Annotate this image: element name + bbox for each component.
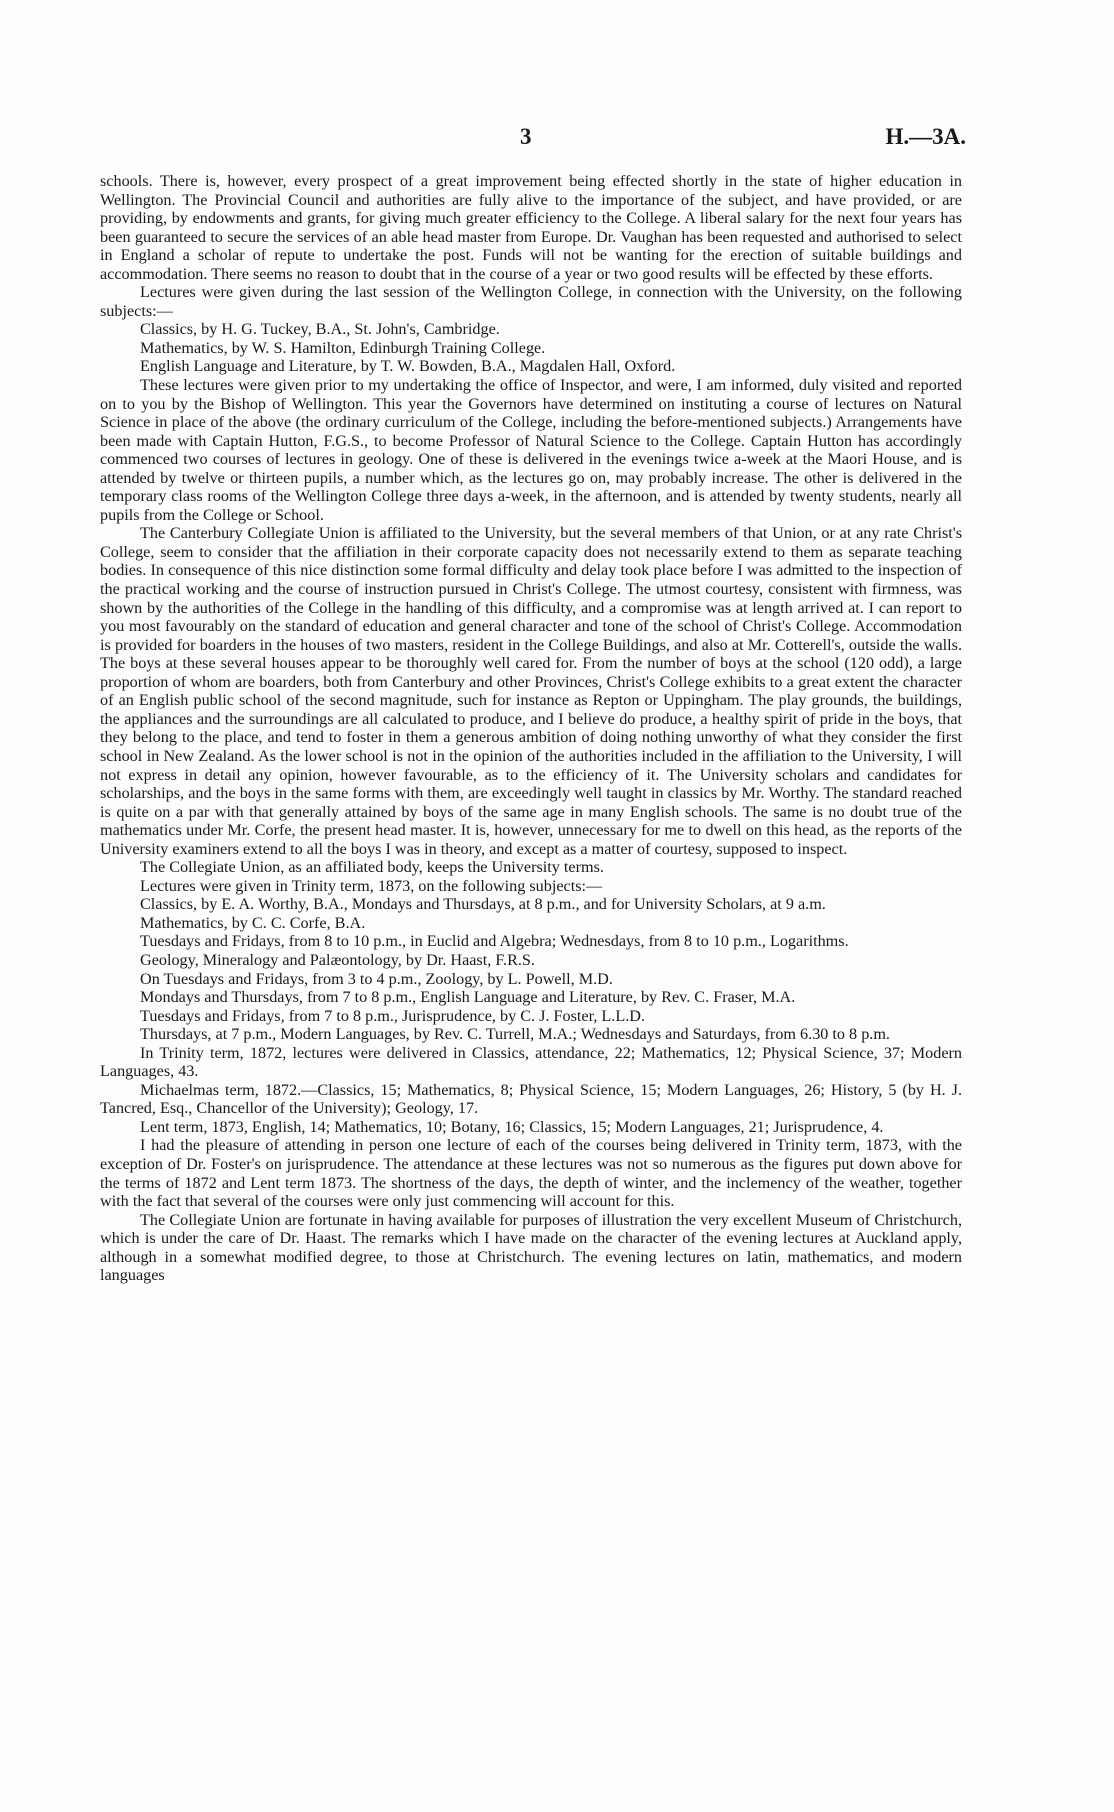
- lecture-geology: Geology, Mineralogy and Palæontology, by Dr. Haast, F.R.S.: [140, 950, 535, 969]
- paragraph-22: The Collegiate Union are fortunate in having available for purposes of illustration the very excellent Museum of Christchurch, which is under the care of Dr. Haast. The remarks which I have made on the character of the evening lectures at Auckland apply, although in a somewhat modified degree, to those at Christchurch. The evening lectures on latin, mathematics, and modern languages: [100, 1210, 962, 1285]
- lecture-jurisprudence: Tuesdays and Fridays, from 7 to 8 p.m., Jurisprudence, by C. J. Foster, L.L.D.: [140, 1006, 646, 1025]
- page-header: [100, 124, 966, 154]
- lecture-mathematics-schedule: Tuesdays and Fridays, from 8 to 10 p.m., in Euclid and Algebra; Wednesdays, from 8 to 10 p.m., Logarithms.: [140, 932, 849, 951]
- lecture-item-classics: Classics, by H. G. Tuckey, B.A., St. John's, Cambridge.: [140, 320, 500, 339]
- attendance-michaelmas-1872: Michaelmas term, 1872.—Classics, 15; Mathematics, 8; Physical Science, 15; Modern Languages, 26; History, 5 (by H. J. Tancred, Esq., Chancellor of the University); Geology, 17.: [100, 1080, 962, 1118]
- paragraph-9: Lectures were given in Trinity term, 1873, on the following subjects:—: [140, 876, 603, 895]
- page-number: 3: [520, 124, 532, 149]
- attendance-trinity-1872: In Trinity term, 1872, lectures were delivered in Classics, attendance, 22; Mathematics, 12; Physical Science, 37; Modern Languages, 43.: [100, 1043, 962, 1081]
- paragraph-21: I had the pleasure of attending in person one lecture of each of the courses being delivered in Trinity term, 1873, with the exception of Dr. Foster's on jurisprudence. The attendance at these lectures was not so numerous as the figures put down above for the terms of 1872 and Lent term 1873. The shortness of the days, the depth of winter, and the inclemency of the weather, together with the fact that several of the courses were only just commencing will account for this.: [100, 1136, 962, 1211]
- lecture-classics: Classics, by E. A. Worthy, B.A., Mondays and Thursdays, at 8 p.m., and for University Scholars, at 9 a.m.: [140, 895, 826, 914]
- paragraph-7: The Canterbury Collegiate Union is affiliated to the University, but the several members of that Union, or at any rate Christ's College, seem to consider that the affiliation in their corporate capacity does not necessarily extend to them as separate teaching bodies. In consequence of this nice distinction some formal difficulty and delay took place before I was admitted to the inspection of the practical working and the course of instruction pursued in Christ's College. The utmost courtesy, consistent with firmness, was shown by the authorities of the College in the handling of this difficulty, and a compromise was at length arrived at. I can report to you most favourably on the standard of education and general character and tone of the school of Christ's College. Accommodation is provided for boarders in the houses of two masters, resident in the College Buildings, and also at Mr. Cotterell's, outside the walls. The boys at these several houses appear to be thoroughly well cared for. From the number of boys at the school (120 odd), a large proportion of whom are boarders, both from Canterbury and other Provinces, Christ's College exhibits to a great extent the character of an English public school of the second magnitude, such for instance as Repton or Uppingham. The play grounds, the buildings, the appliances and the surroundings are all calculated to produce, and I believe do produce, a healthy spirit of pride in the boys, that they belong to the place, and tend to foster in them a generous ambition of doing nothing unworthy of what they consider the first school in New Zealand. As the lower school is not in the opinion of the authorities included in the affiliation to the University, I will not express in detail any opinion, however favourable, as to the efficiency of it. The University scholars and candidates for scholarships, and the boys in the same forms with them, are exceedingly well taught in classics by Mr. Worthy. The standard reached is quite on a par with that generally attained by boys of the same age in many English schools. The same is no doubt true of the mathematics under Mr. Corfe, the present head master. It is, however, unnecessary for me to dwell on this head, as the reports of the University examiners extend to all the boys I was in theory, and except as a matter of courtesy, supposed to inspect.: [100, 524, 962, 858]
- lecture-item-english: English Language and Literature, by T. W. Bowden, B.A., Magdalen Hall, Oxford.: [140, 357, 676, 376]
- paragraph-6: These lectures were given prior to my undertaking the office of Inspector, and were, I am informed, duly visited and reported on to you by the Bishop of Wellington. This year the Governors have determined on instituting a course of lectures on Natural Science in place of the above (the ordinary curriculum of the College, including the before-mentioned subjects.) Arrangements have been made with Captain Hutton, F.G.S., to become Professor of Natural Science to the College. Captain Hutton has accordingly commenced two courses of lectures in geology. One of these is delivered in the evenings twice a-week at the Maori House, and is attended by twelve or thirteen pupils, a number which, as the lectures go on, may probably increase. The other is delivered in the temporary class rooms of the Wellington College three days a-week, in the afternoon, and is attended by twenty students, nearly all pupils from the College or School.: [100, 376, 962, 524]
- document-reference: H.—3A.: [885, 124, 966, 149]
- lecture-zoology: On Tuesdays and Fridays, from 3 to 4 p.m., Zoology, by L. Powell, M.D.: [140, 969, 613, 988]
- paragraph-1: schools. There is, however, every prospect of a great improvement being effected shortly in the state of higher education in Wellington. The Provincial Council and authorities are fully alive to the importance of the subject, and have provided, or are providing, by endowments and grants, for giving much greater efficiency to the College. A liberal salary for the next four years has been guaranteed to secure the services of an able head master from Europe. Dr. Vaughan has been requested and authorised to select in England a scholar of repute to undertake the post. Funds will not be wanting for the erection of suitable buildings and accommodation. There seems no reason to doubt that in the course of a year or two good results will be effected by these efforts.: [100, 172, 962, 283]
- lecture-modern-languages: Thursdays, at 7 p.m., Modern Languages, by Rev. C. Turrell, M.A.; Wednesdays and Saturdays, from 6.30 to 8 p.m.: [140, 1025, 890, 1044]
- attendance-lent-1873: Lent term, 1873, English, 14; Mathematics, 10; Botany, 16; Classics, 15; Modern Languages, 21; Jurisprudence, 4.: [140, 1117, 884, 1136]
- lecture-english: Mondays and Thursdays, from 7 to 8 p.m., English Language and Literature, by Rev. C. Fraser, M.A.: [140, 988, 796, 1007]
- paragraph-2: Lectures were given during the last session of the Wellington College, in connection with the University, on the following subjects:—: [100, 283, 962, 320]
- body-text: [100, 172, 962, 1285]
- paragraph-8: The Collegiate Union, as an affiliated body, keeps the University terms.: [140, 858, 604, 877]
- lecture-mathematics: Mathematics, by C. C. Corfe, B.A.: [140, 913, 366, 932]
- lecture-item-mathematics: Mathematics, by W. S. Hamilton, Edinburgh Training College.: [140, 338, 546, 357]
